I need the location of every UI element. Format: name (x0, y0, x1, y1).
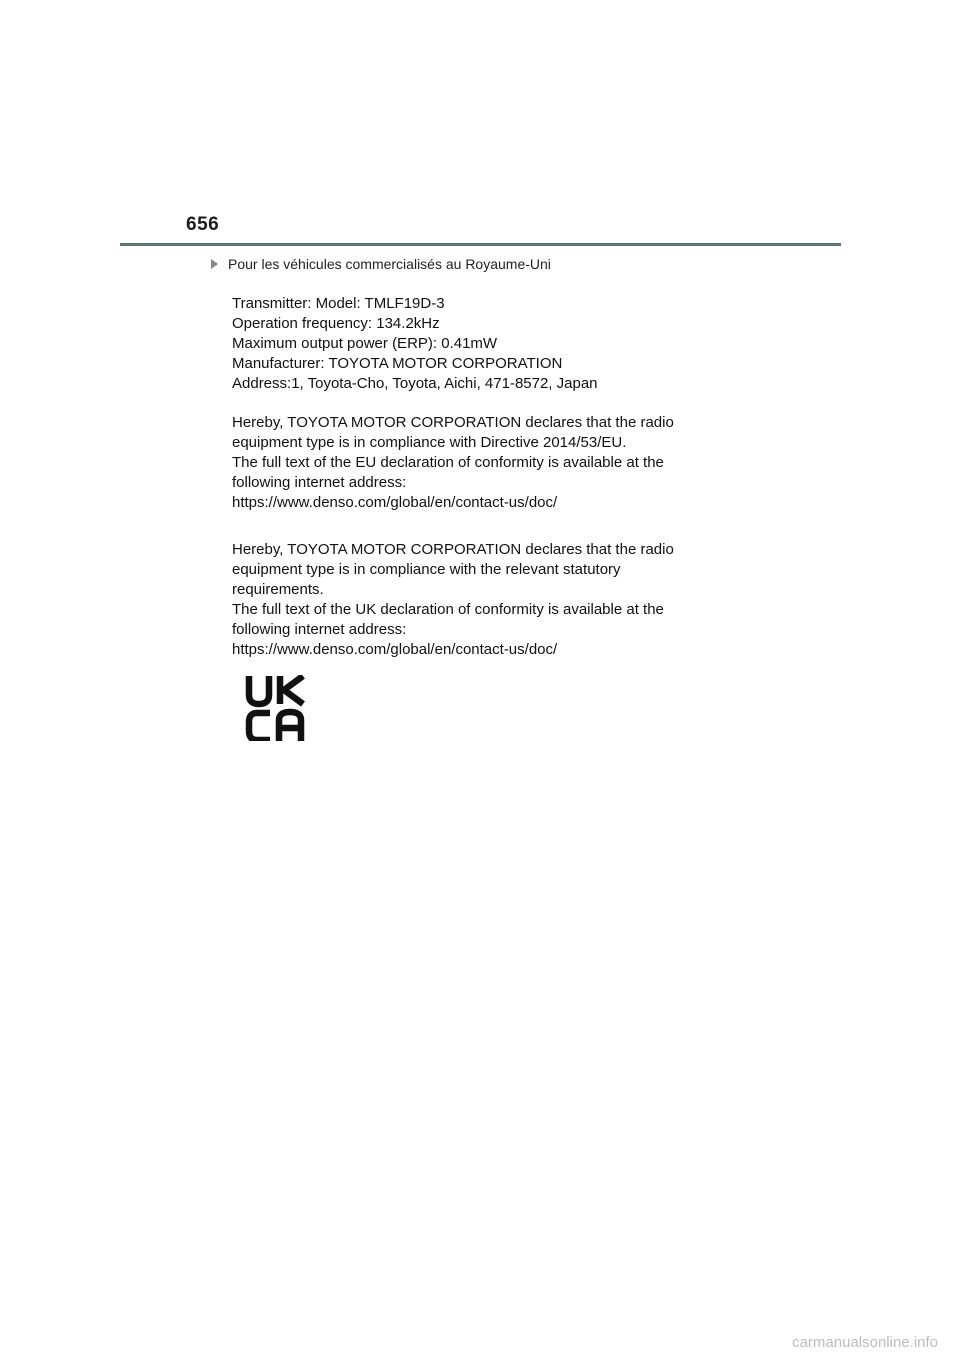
ukca-mark-logo (244, 675, 306, 741)
header-rule (120, 243, 841, 246)
triangle-bullet-icon (211, 259, 218, 269)
footer-watermark: carmanualsonline.info (792, 1334, 938, 1351)
eu-declaration-line: The full text of the EU declaration of conformity is available at the (232, 454, 664, 471)
section-heading-text: Pour les véhicules commercialisés au Royaume-Uni (228, 256, 551, 272)
uk-declaration-line: requirements. (232, 581, 324, 598)
uk-declaration-line: equipment type is in compliance with the relevant statutory (232, 561, 621, 578)
section-heading (211, 256, 551, 272)
eu-declaration-link: https://www.denso.com/global/en/contact-us/doc/ (232, 494, 558, 511)
transmitter-line: Address:1, Toyota-Cho, Toyota, Aichi, 471-8572, Japan (232, 375, 598, 392)
eu-declaration-block (232, 413, 674, 513)
page-number: 656 (186, 214, 220, 235)
uk-declaration-block (232, 540, 674, 660)
transmitter-line: Maximum output power (ERP): 0.41mW (232, 335, 498, 352)
uk-declaration-line: following internet address: (232, 621, 407, 638)
eu-declaration-line: equipment type is in compliance with Directive 2014/53/EU. (232, 434, 627, 451)
uk-declaration-line: The full text of the UK declaration of conformity is available at the (232, 601, 664, 618)
transmitter-line: Transmitter: Model: TMLF19D-3 (232, 295, 445, 312)
uk-declaration-link: https://www.denso.com/global/en/contact-us/doc/ (232, 641, 558, 658)
eu-declaration-line: Hereby, TOYOTA MOTOR CORPORATION declares that the radio (232, 414, 674, 431)
transmitter-line: Operation frequency: 134.2kHz (232, 315, 440, 332)
transmitter-info-block (232, 294, 598, 394)
transmitter-line: Manufacturer: TOYOTA MOTOR CORPORATION (232, 355, 563, 372)
eu-declaration-line: following internet address: (232, 474, 407, 491)
uk-declaration-line: Hereby, TOYOTA MOTOR CORPORATION declares that the radio (232, 541, 674, 558)
